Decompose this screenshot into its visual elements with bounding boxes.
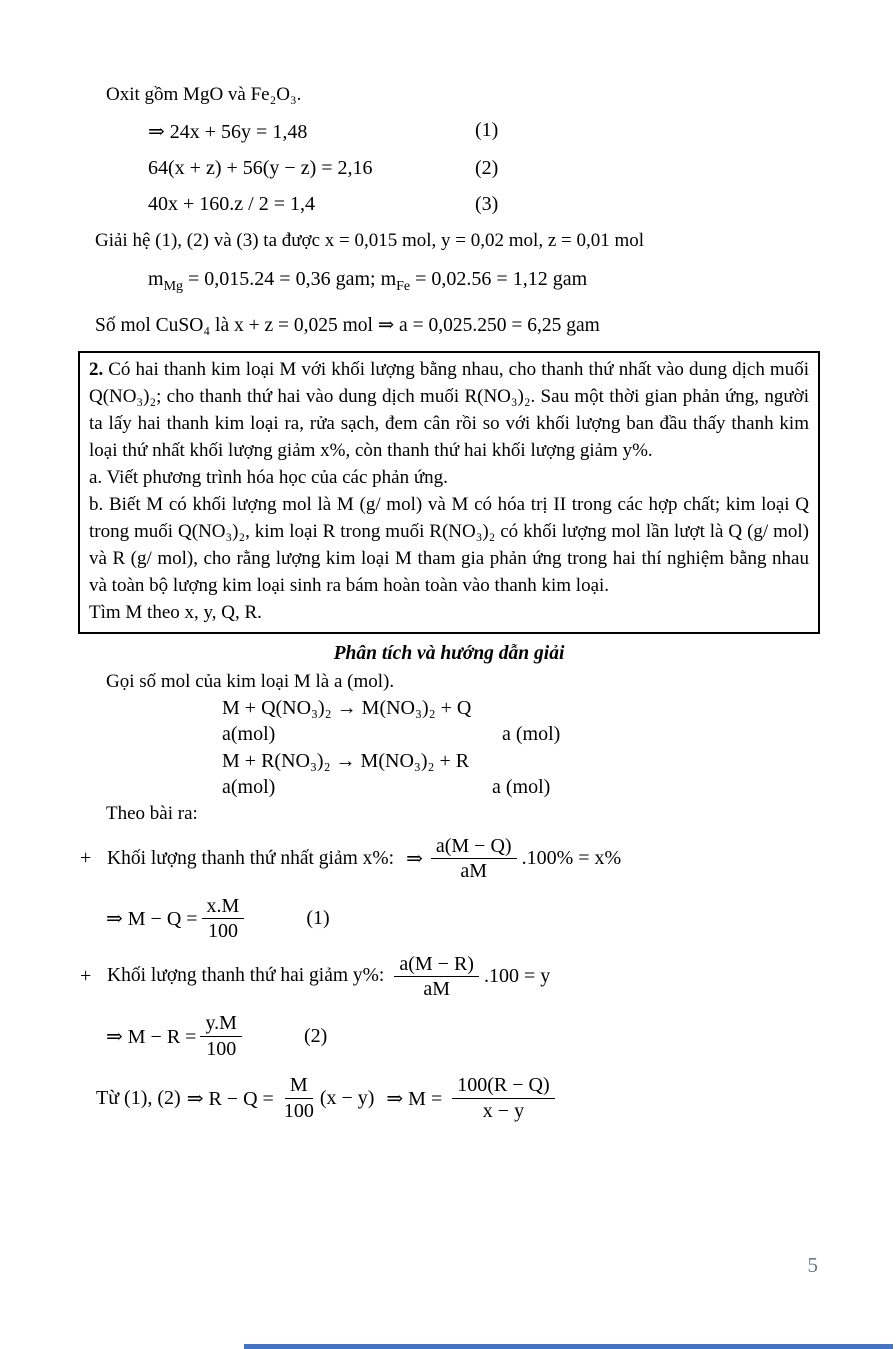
- bullet-2-suffix: .100 = y: [483, 964, 551, 987]
- final-derivation-row: [96, 1074, 820, 1122]
- equation-1-tag: (1): [475, 119, 499, 141]
- fraction-b2: [394, 953, 479, 1001]
- mass-fe-subscript: Fe: [396, 279, 411, 294]
- problem-2-statement: [89, 356, 809, 464]
- problem-2-statement-text: Có hai thanh kim loại M với khối lượng bằng nhau, cho thanh thứ nhất vào dung dịch muối Q(NO₃)₂; cho thanh thứ hai vào dung dịch muối R(NO₃)₂. Sau một thời gian phản ứng, người ta lấy hai thanh kim loại ra, rửa sạch, đem cân rồi so với khối lượng ban đầu thấy thanh kim loại thứ nhất khối lượng giảm x%, còn thanh thứ hai khối lượng giảm y%.: [89, 359, 809, 461]
- bullet-1-suffix: .100% = x%: [521, 847, 622, 870]
- problem-2-part-b: b. Biết M có khối lượng mol là M (g/ mol) và M có hóa trị II trong các hợp chất; kim loại Q trong muối Q(NO₃)₂, kim loại R trong muối R(NO₃)₂ có khối lượng mol lần lượt là Q (g/ mol) và R (g/ mol), cho rằng lượng kim loại M tham gia phản ứng trong hai thí nghiệm bằng nhau và toàn bộ lượng kim loại sinh ra bám hoàn toàn vào thanh kim loại.: [89, 494, 809, 596]
- plus-marker-2: +: [80, 964, 92, 987]
- equation-row-2: [148, 157, 820, 180]
- problem-2-box: [78, 351, 820, 634]
- equation-3: 40x + 160.z / 2 = 1,4: [148, 193, 315, 215]
- bullet-first-bar: [80, 835, 820, 883]
- mass-fe-value: = 0,02.56 = 1,12 gam: [410, 268, 588, 290]
- fraction-b1-denominator: aM: [460, 860, 488, 883]
- problem-2-number: 2.: [89, 359, 104, 380]
- fraction-final-1-numerator: M: [285, 1074, 313, 1098]
- bullet-second-bar: [80, 953, 820, 1001]
- mass-fe-symbol: m: [380, 268, 397, 290]
- footer-accent-bar: [244, 1344, 893, 1349]
- fraction-c1-numerator: x.M: [202, 895, 245, 919]
- bullet-1-label: Khối lượng thanh thứ nhất giảm x%:: [107, 847, 395, 869]
- equation-2: 64(x + z) + 56(y − z) = 2,16: [148, 157, 373, 179]
- conclusion-row-2: [106, 1012, 820, 1060]
- mass-mg-symbol: m: [148, 268, 164, 290]
- equation-row-1: [148, 119, 820, 144]
- mass-calculation-line: [148, 268, 820, 295]
- fraction-final-1: [284, 1074, 314, 1122]
- reaction-equation-2: M + R(NO₃)₂ → M(NO₃)₂ + R: [222, 750, 470, 772]
- equation-1: ⇒ 24x + 56y = 1,48: [148, 121, 308, 143]
- fraction-c1: [202, 895, 245, 943]
- fraction-b1-numerator: a(M − Q): [431, 835, 517, 859]
- final-relation-1: ⇒ R − Q =: [186, 1087, 274, 1110]
- oxide-conclusion-line: Oxit gồm MgO và Fe₂O₃.: [106, 84, 302, 105]
- problem-2-find: Tìm M theo x, y, Q, R.: [89, 602, 262, 623]
- reaction-equation-1: M + Q(NO₃)₂ → M(NO₃)₂ + Q: [222, 697, 472, 719]
- fraction-b2-denominator: aM: [423, 977, 450, 1000]
- given-line: Theo bài ra:: [106, 803, 198, 824]
- page-number: 5: [807, 1253, 818, 1277]
- final-mid-term: (x − y): [319, 1086, 375, 1109]
- reaction-1-mol-right: a (mol): [502, 723, 561, 745]
- reaction-block: [222, 697, 820, 799]
- fraction-c2-denominator: 100: [206, 1037, 237, 1060]
- implies-arrow-1: ⇒: [406, 848, 423, 871]
- problem-2-part-a: a. Viết phương trình hóa học của các phản ứng.: [89, 467, 448, 488]
- equation-3-tag: (3): [475, 193, 499, 215]
- reaction-2-mol-line: [222, 776, 820, 799]
- fraction-final-2: [452, 1074, 554, 1122]
- analysis-heading: Phân tích và hướng dẫn giải: [333, 643, 565, 664]
- reaction-2-mol-left: a(mol): [222, 776, 276, 798]
- reaction-1-mol-line: [222, 723, 820, 746]
- fraction-c2: [200, 1012, 241, 1060]
- fraction-final-2-numerator: 100(R − Q): [452, 1074, 554, 1098]
- final-relation-2: ⇒ M =: [386, 1087, 443, 1110]
- fraction-c1-denominator: 100: [207, 920, 238, 943]
- conclusion-1-lead: ⇒ M − Q =: [106, 908, 198, 931]
- bullet-2-label: Khối lượng thanh thứ hai giảm y%:: [107, 965, 385, 987]
- final-lead: Từ (1), (2): [96, 1086, 181, 1109]
- fraction-b1: [431, 835, 517, 883]
- mass-mg-value: = 0,015.24 = 0,36 gam;: [183, 268, 381, 290]
- system-solution-line: Giải hệ (1), (2) và (3) ta được x = 0,015 mol, y = 0,02 mol, z = 0,01 mol: [95, 230, 645, 251]
- assumption-line: Gọi số mol của kim loại M là a (mol).: [106, 671, 395, 692]
- equation-row-3: [148, 193, 820, 216]
- cuso4-mol-line: Số mol CuSO₄ là x + z = 0,025 mol ⇒ a = 0,025.250 = 6,25 gam: [95, 315, 600, 336]
- equation-2-tag: (2): [475, 157, 499, 179]
- plus-marker-1: +: [80, 847, 92, 870]
- fraction-c2-numerator: y.M: [200, 1012, 241, 1036]
- fraction-final-1-denominator: 100: [283, 1099, 314, 1122]
- reaction-2-mol-right: a (mol): [492, 776, 551, 798]
- mass-mg-subscript: Mg: [163, 279, 184, 294]
- reaction-1-mol-left: a(mol): [222, 723, 276, 745]
- fraction-final-2-denominator: x − y: [482, 1099, 525, 1122]
- conclusion-2-lead: ⇒ M − R =: [106, 1025, 197, 1048]
- fraction-b2-numerator: a(M − R): [394, 953, 479, 977]
- conclusion-2-tag: (2): [303, 1024, 328, 1047]
- conclusion-1-tag: (1): [306, 907, 330, 930]
- conclusion-row-1: [106, 895, 820, 943]
